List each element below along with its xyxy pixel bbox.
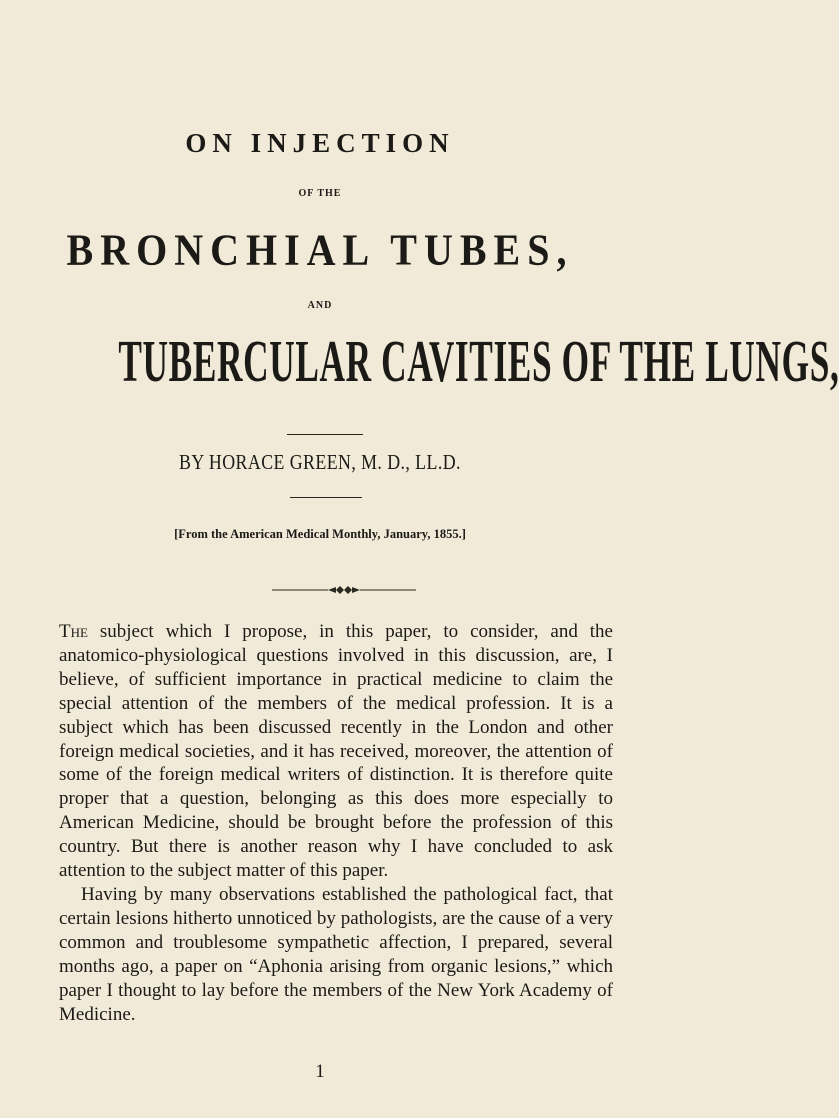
divider-rule-bottom (290, 497, 362, 498)
source-citation: [From the American Medical Monthly, January, 1855.] (174, 527, 466, 541)
paragraph-1 (59, 620, 613, 883)
ornamental-divider-icon (272, 584, 416, 596)
divider-rule-top (287, 434, 363, 435)
author-line: BY HORACE GREEN, M. D., LL.D. (179, 450, 461, 474)
paragraph-2: Having by many observations established the pathological fact, that certain lesions hitherto unnoticed by pathologists, are the cause of a very common and troublesome sympathetic affection, I prepared, several months ago, a paper on “Aphonia arising from organic lesions,” which paper I thought to lay before the members of the New York Academy of Medicine. (59, 883, 613, 1025)
body-text (59, 620, 613, 1026)
title-line-1: ON INJECTION (185, 128, 455, 158)
title-line-2: BRONCHIAL TUBES, (66, 224, 574, 275)
title-line-3: TUBERCULAR CAVITIES OF THE LUNGS, (118, 329, 839, 395)
page-number: 1 (315, 1061, 325, 1082)
title-of-the: OF THE (298, 188, 342, 199)
title-and: AND (307, 300, 333, 311)
paragraph-1-lead: The (59, 621, 88, 642)
paragraph-1-text: subject which I propose, in this paper, to consider, and the anatomico-physiological questions involved in this discussion, are, I believe, of sufficient importance in practical medicine to claim the special attention of the members of the medical profession. It is a subject which has been discussed recently in the London and other foreign medical societies, and it has received, moreover, the attention of some of the foreign medical writers of distinction. It is therefore quite proper that a question, belonging as this does more especially to American Medicine, should be brought before the profession of this country. But there is another reason why I have concluded to ask attention to the subject matter of this paper. (59, 621, 613, 882)
